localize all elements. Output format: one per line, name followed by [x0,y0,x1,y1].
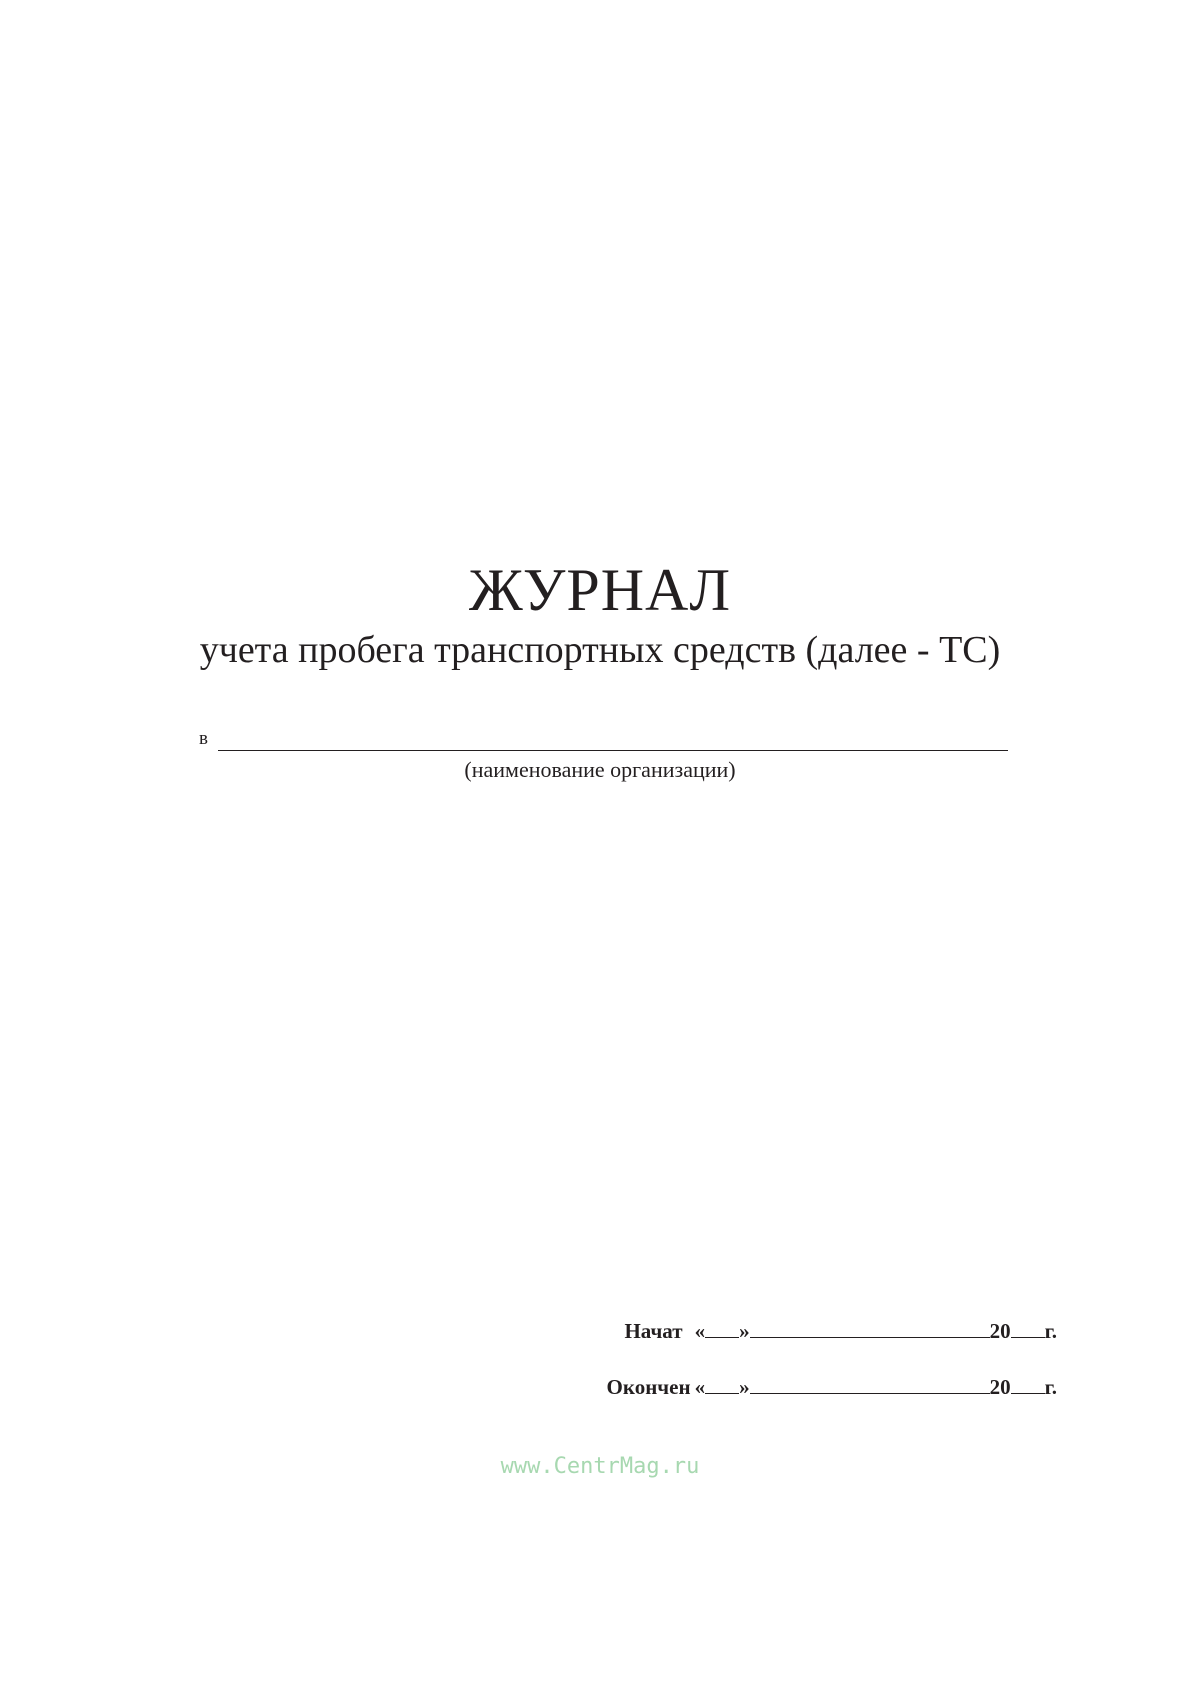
ended-century: 20 [989,1375,1011,1399]
started-date-row [624,1318,1057,1344]
close-quote: » [739,1319,750,1343]
organization-prefix: в [199,728,208,749]
ended-label: Окончен [606,1375,691,1399]
ended-month-blank [750,1375,990,1394]
started-century: 20 [989,1319,1011,1343]
organization-caption: (наименование организации) [464,757,736,782]
started-year-suffix: г. [1044,1319,1057,1343]
started-month-blank [750,1319,990,1338]
ended-date-row [607,1374,1057,1400]
organization-name-line [218,750,1008,751]
started-label: Начат [624,1319,683,1343]
open-quote: « [694,1319,706,1343]
open-quote: « [694,1375,706,1399]
ended-day-blank [705,1375,739,1394]
started-day-blank [705,1319,739,1338]
journal-title: ЖУРНАЛ [468,557,732,623]
ended-year-blank [1011,1375,1045,1394]
ended-year-suffix: г. [1044,1375,1057,1399]
started-year-blank [1011,1319,1045,1338]
close-quote: » [739,1375,750,1399]
watermark-text: www.CentrMag.ru [500,1454,700,1479]
journal-subtitle: учета пробега транспортных средств (далее - ТС) [199,629,1001,671]
